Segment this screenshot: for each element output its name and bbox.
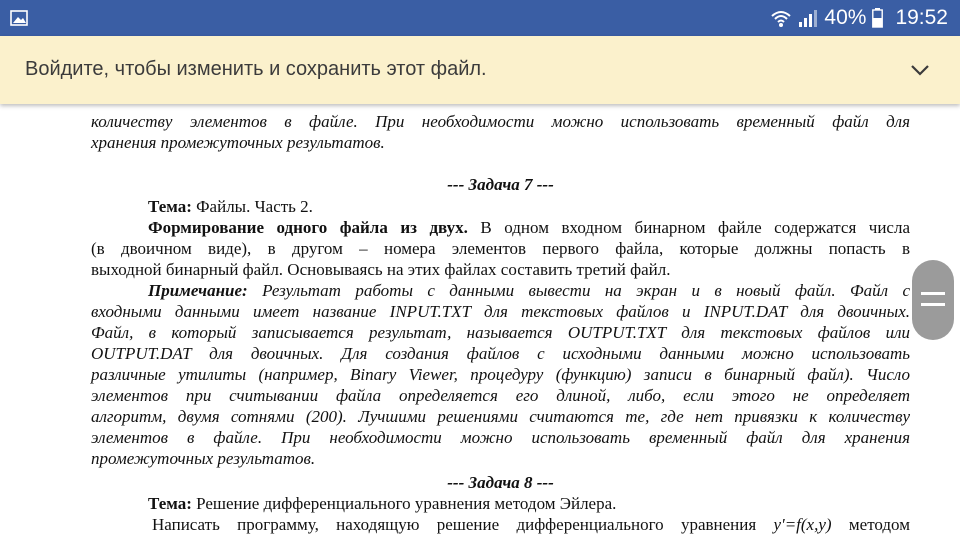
task-7-topic [91,196,910,217]
note-line [91,280,910,301]
topic-label: Тема: [148,197,192,216]
clock: 19:52 [895,6,948,29]
paragraph-text: В одном входном бинарном файле содержатся числа [467,218,910,237]
task-8-topic [91,493,910,514]
wifi-icon [770,8,792,28]
handle-grip-line [921,292,945,295]
chevron-down-icon[interactable] [910,61,930,79]
note-line: входными данными имеет название INPUT.TXT для текстовых файлов и INPUT.DAT для двоичных. [91,302,910,321]
note-line: различные утилиты (например, Binary Viewer, процедуру (функцию) записи в бинарный файл). Число [91,365,910,384]
paragraph-text: Написать программу, находящую решение дифференциального уравнения [152,515,774,534]
task-8-heading: --- Задача 8 --- [447,473,554,492]
signal-icon [798,8,818,28]
note-line: промежуточных результатов. [91,449,316,468]
task-7-description-line [91,217,910,238]
topic-text: Файлы. Часть 2. [191,197,313,216]
status-bar [0,0,960,36]
paragraph-line: выходной бинарный файл. Основываясь на этих файлах составить третий файл. [91,260,671,279]
paragraph-line: количеству элементов в файле. При необходимости можно использовать временный файл для [91,112,910,131]
paragraph-line: хранения промежуточных результатов. [91,133,385,152]
topic-label: Тема: [148,494,192,513]
task-7-heading: --- Задача 7 --- [447,175,554,194]
battery-icon [872,8,883,28]
handle-grip-line [921,303,945,306]
document-page[interactable] [0,104,960,540]
image-notification-icon [10,9,28,27]
battery-percent: 40% [824,6,867,29]
topic-text: Решение дифференциального уравнения методом Эйлера. [191,494,617,513]
note-line: элементов в файле. При необходимости можно использовать временный файл для хранения [91,428,910,447]
formula: y'=f(x,y) [773,515,832,534]
banner-message: Войдите, чтобы изменить и сохранить этот файл. [25,58,487,80]
note-line: OUTPUT.DAT для двоичных. Для создания файлов с исходными данными можно использовать [91,344,910,363]
sign-in-banner[interactable] [0,36,960,104]
note-line: Файл, в который записывается результат, называется OUTPUT.TXT для текстовых файлов или [91,323,910,342]
paragraph-text: методом [831,515,910,534]
paragraph-line: (в двоичном виде), в другом – номера элементов первого файла, которые должны попасть в [91,239,910,258]
note-text: Результат работы с данными вывести на экран и в новый файл. Файл с [247,281,910,300]
note-line: алгоритм, двумя сотнями (200). Лучшими решениями считаются те, где нет привязки к количеству [91,407,910,426]
task-7-title: Формирование одного файла из двух. [148,218,468,237]
note-line: элементов при считывании файла определяется его длиной, либо, если этого не определяет [91,386,910,405]
scroll-handle[interactable] [912,260,954,340]
note-label: Примечание: [148,281,248,300]
task-8-description-line [91,514,910,535]
